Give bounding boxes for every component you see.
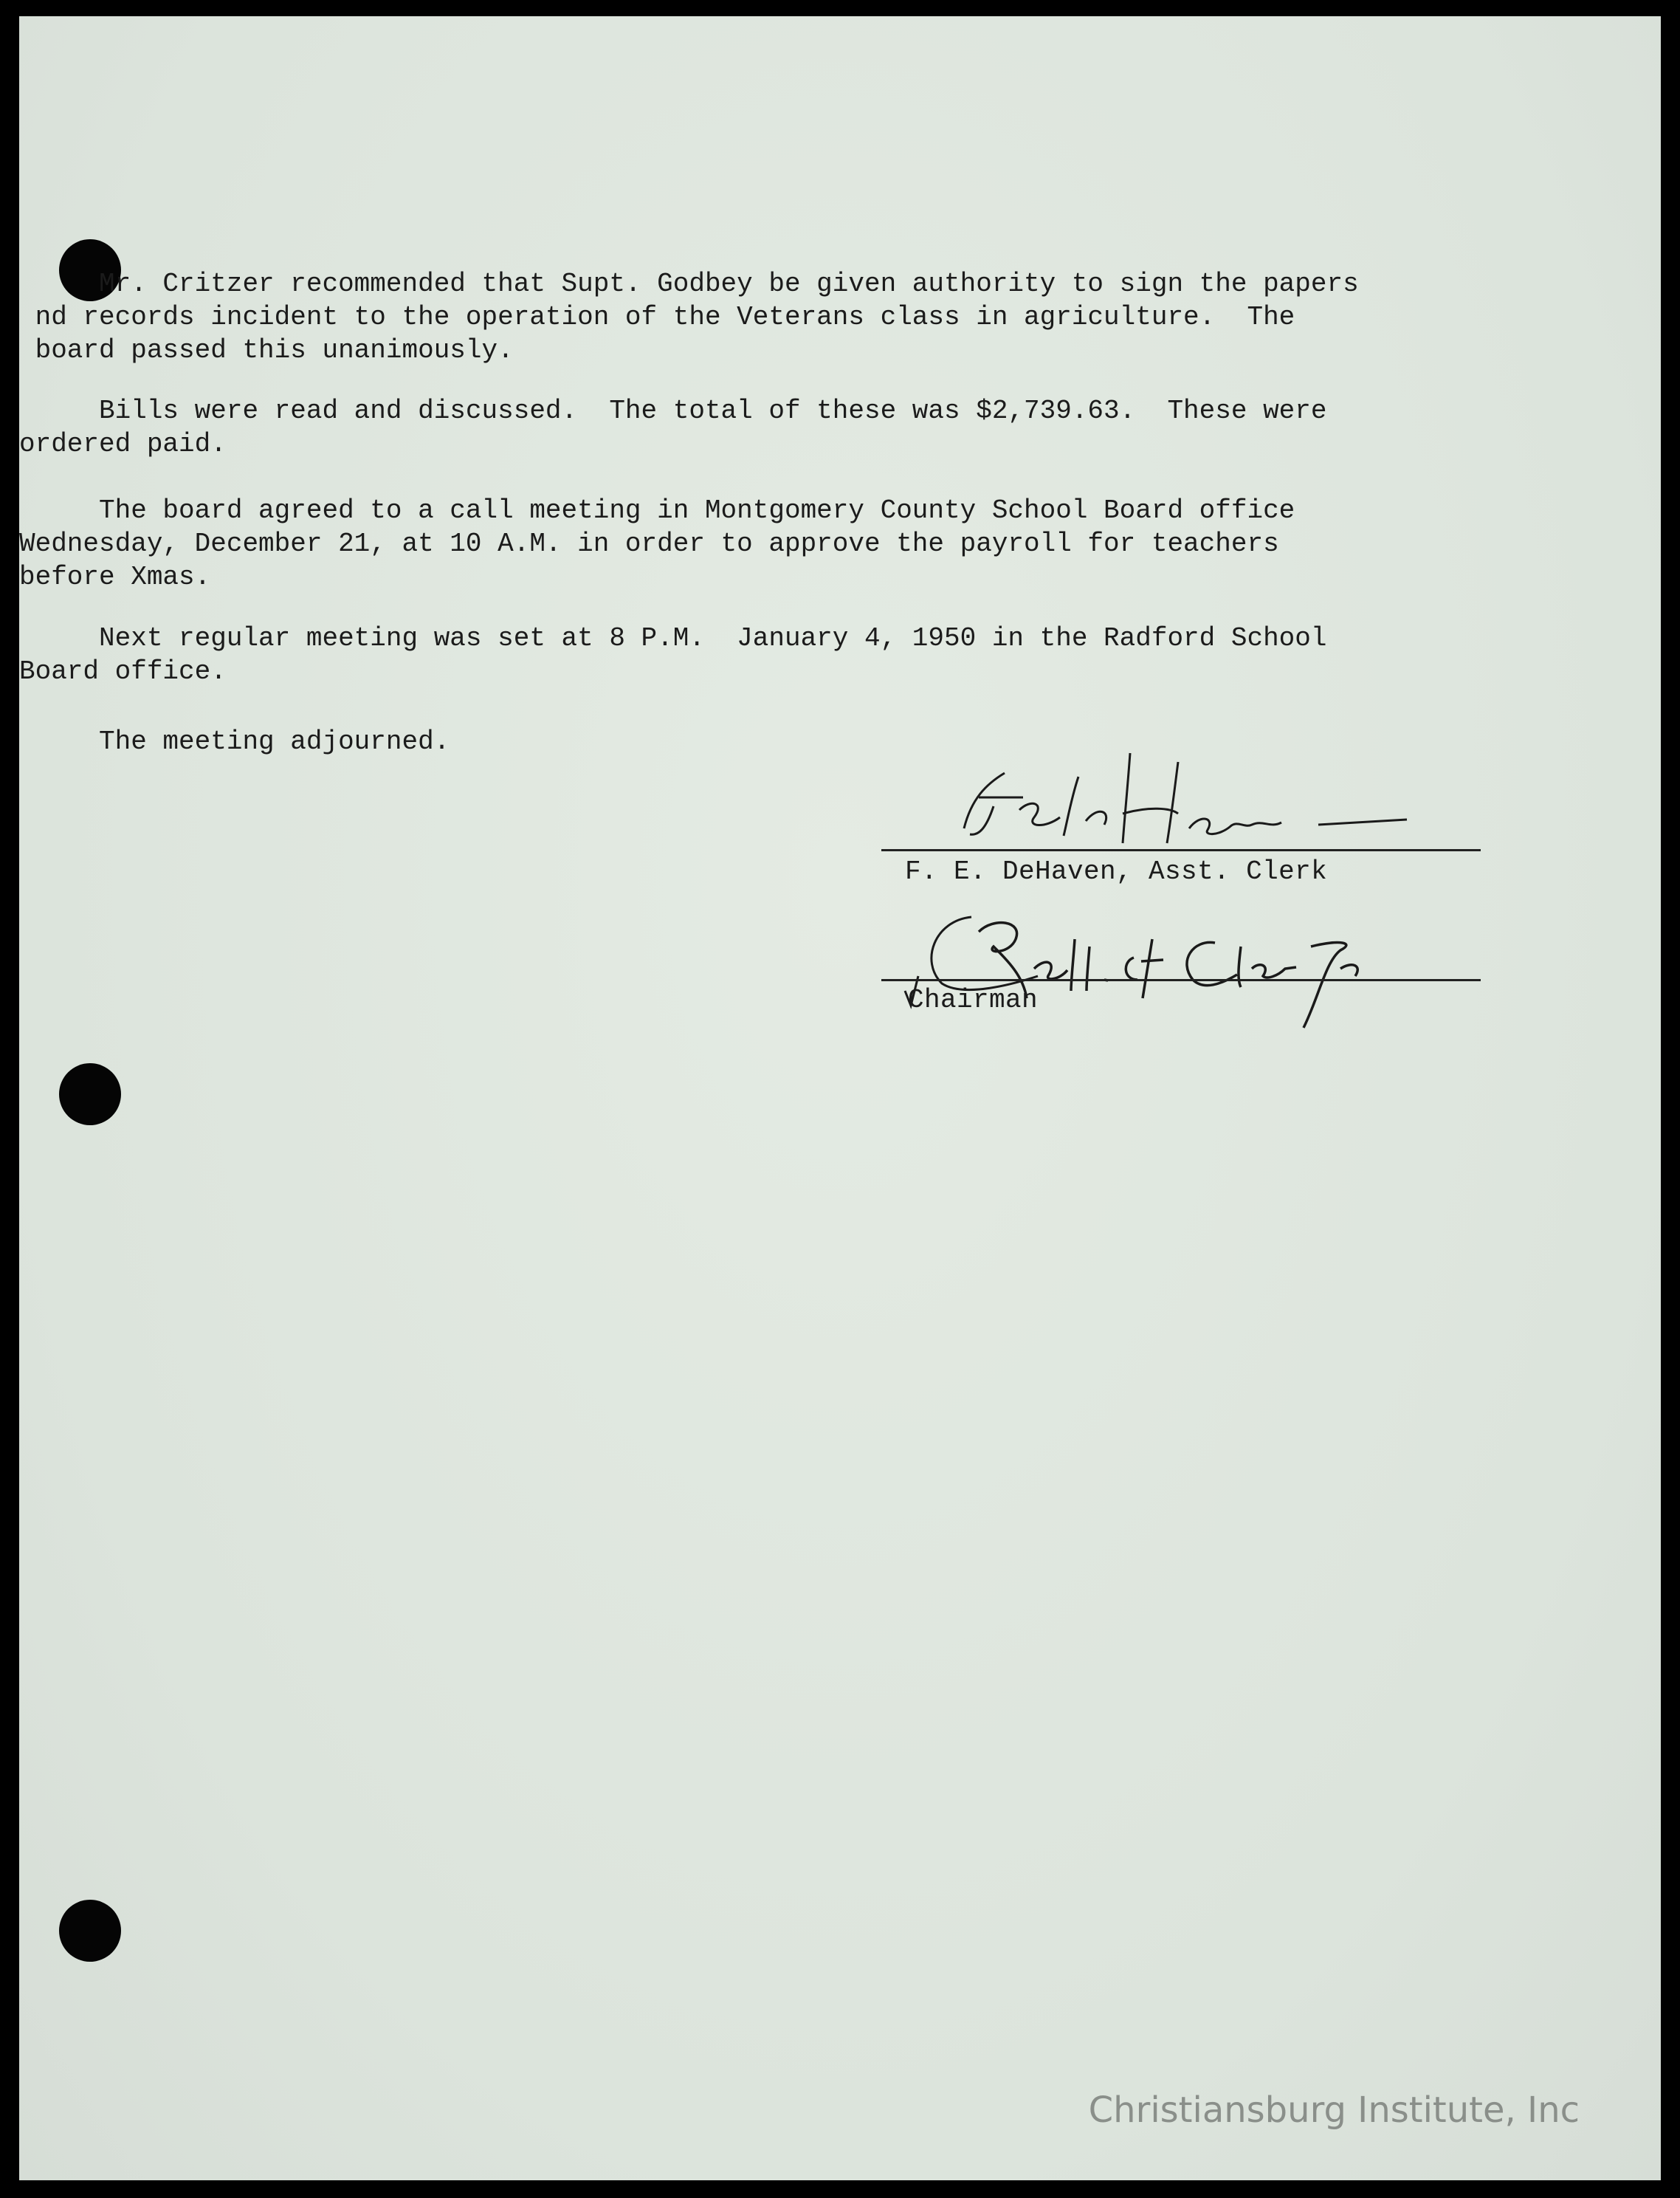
text-line: The board agreed to a call meeting in Montgomery County School Board office [19,495,1295,526]
text-line: Board office. [19,656,227,687]
text-line: ordered paid. [19,429,227,459]
paragraph-veterans-class [19,267,1522,367]
text-line: before Xmas. [19,562,211,592]
text-line: Wednesday, December 21, at 10 A.M. in order to approve the payroll for teachers [19,529,1279,559]
chairman-signature [868,887,1429,1050]
clerk-label: F. E. DeHaven, Asst. Clerk [905,856,1328,887]
text-line: Next regular meeting was set at 8 P.M. January 4, 1950 in the Radford School [19,623,1327,653]
clerk-signature [934,740,1466,873]
paragraph-bills [19,394,1522,461]
clerk-signature-line [881,849,1481,851]
paragraph-call-meeting [19,494,1522,594]
text-line: Mr. Critzer recommended that Supt. Godbey be given authority to sign the papers [19,269,1359,299]
text-line: nd records incident to the operation of the Veterans class in agriculture. The [19,302,1295,332]
watermark: Christiansburg Institute, Inc [1088,2089,1580,2131]
chairman-signature-line [881,979,1481,981]
text-line: The meeting adjourned. [19,727,450,757]
text-line: board passed this unanimously. [19,335,514,365]
binder-hole-bottom [59,1900,121,1962]
chairman-label: Chairman [908,985,1039,1015]
document-page [19,16,1661,2180]
text-line: Bills were read and discussed. The total of these was $2,739.63. These were [19,396,1327,426]
paragraph-next-meeting [19,622,1522,688]
binder-hole-middle [59,1063,121,1125]
